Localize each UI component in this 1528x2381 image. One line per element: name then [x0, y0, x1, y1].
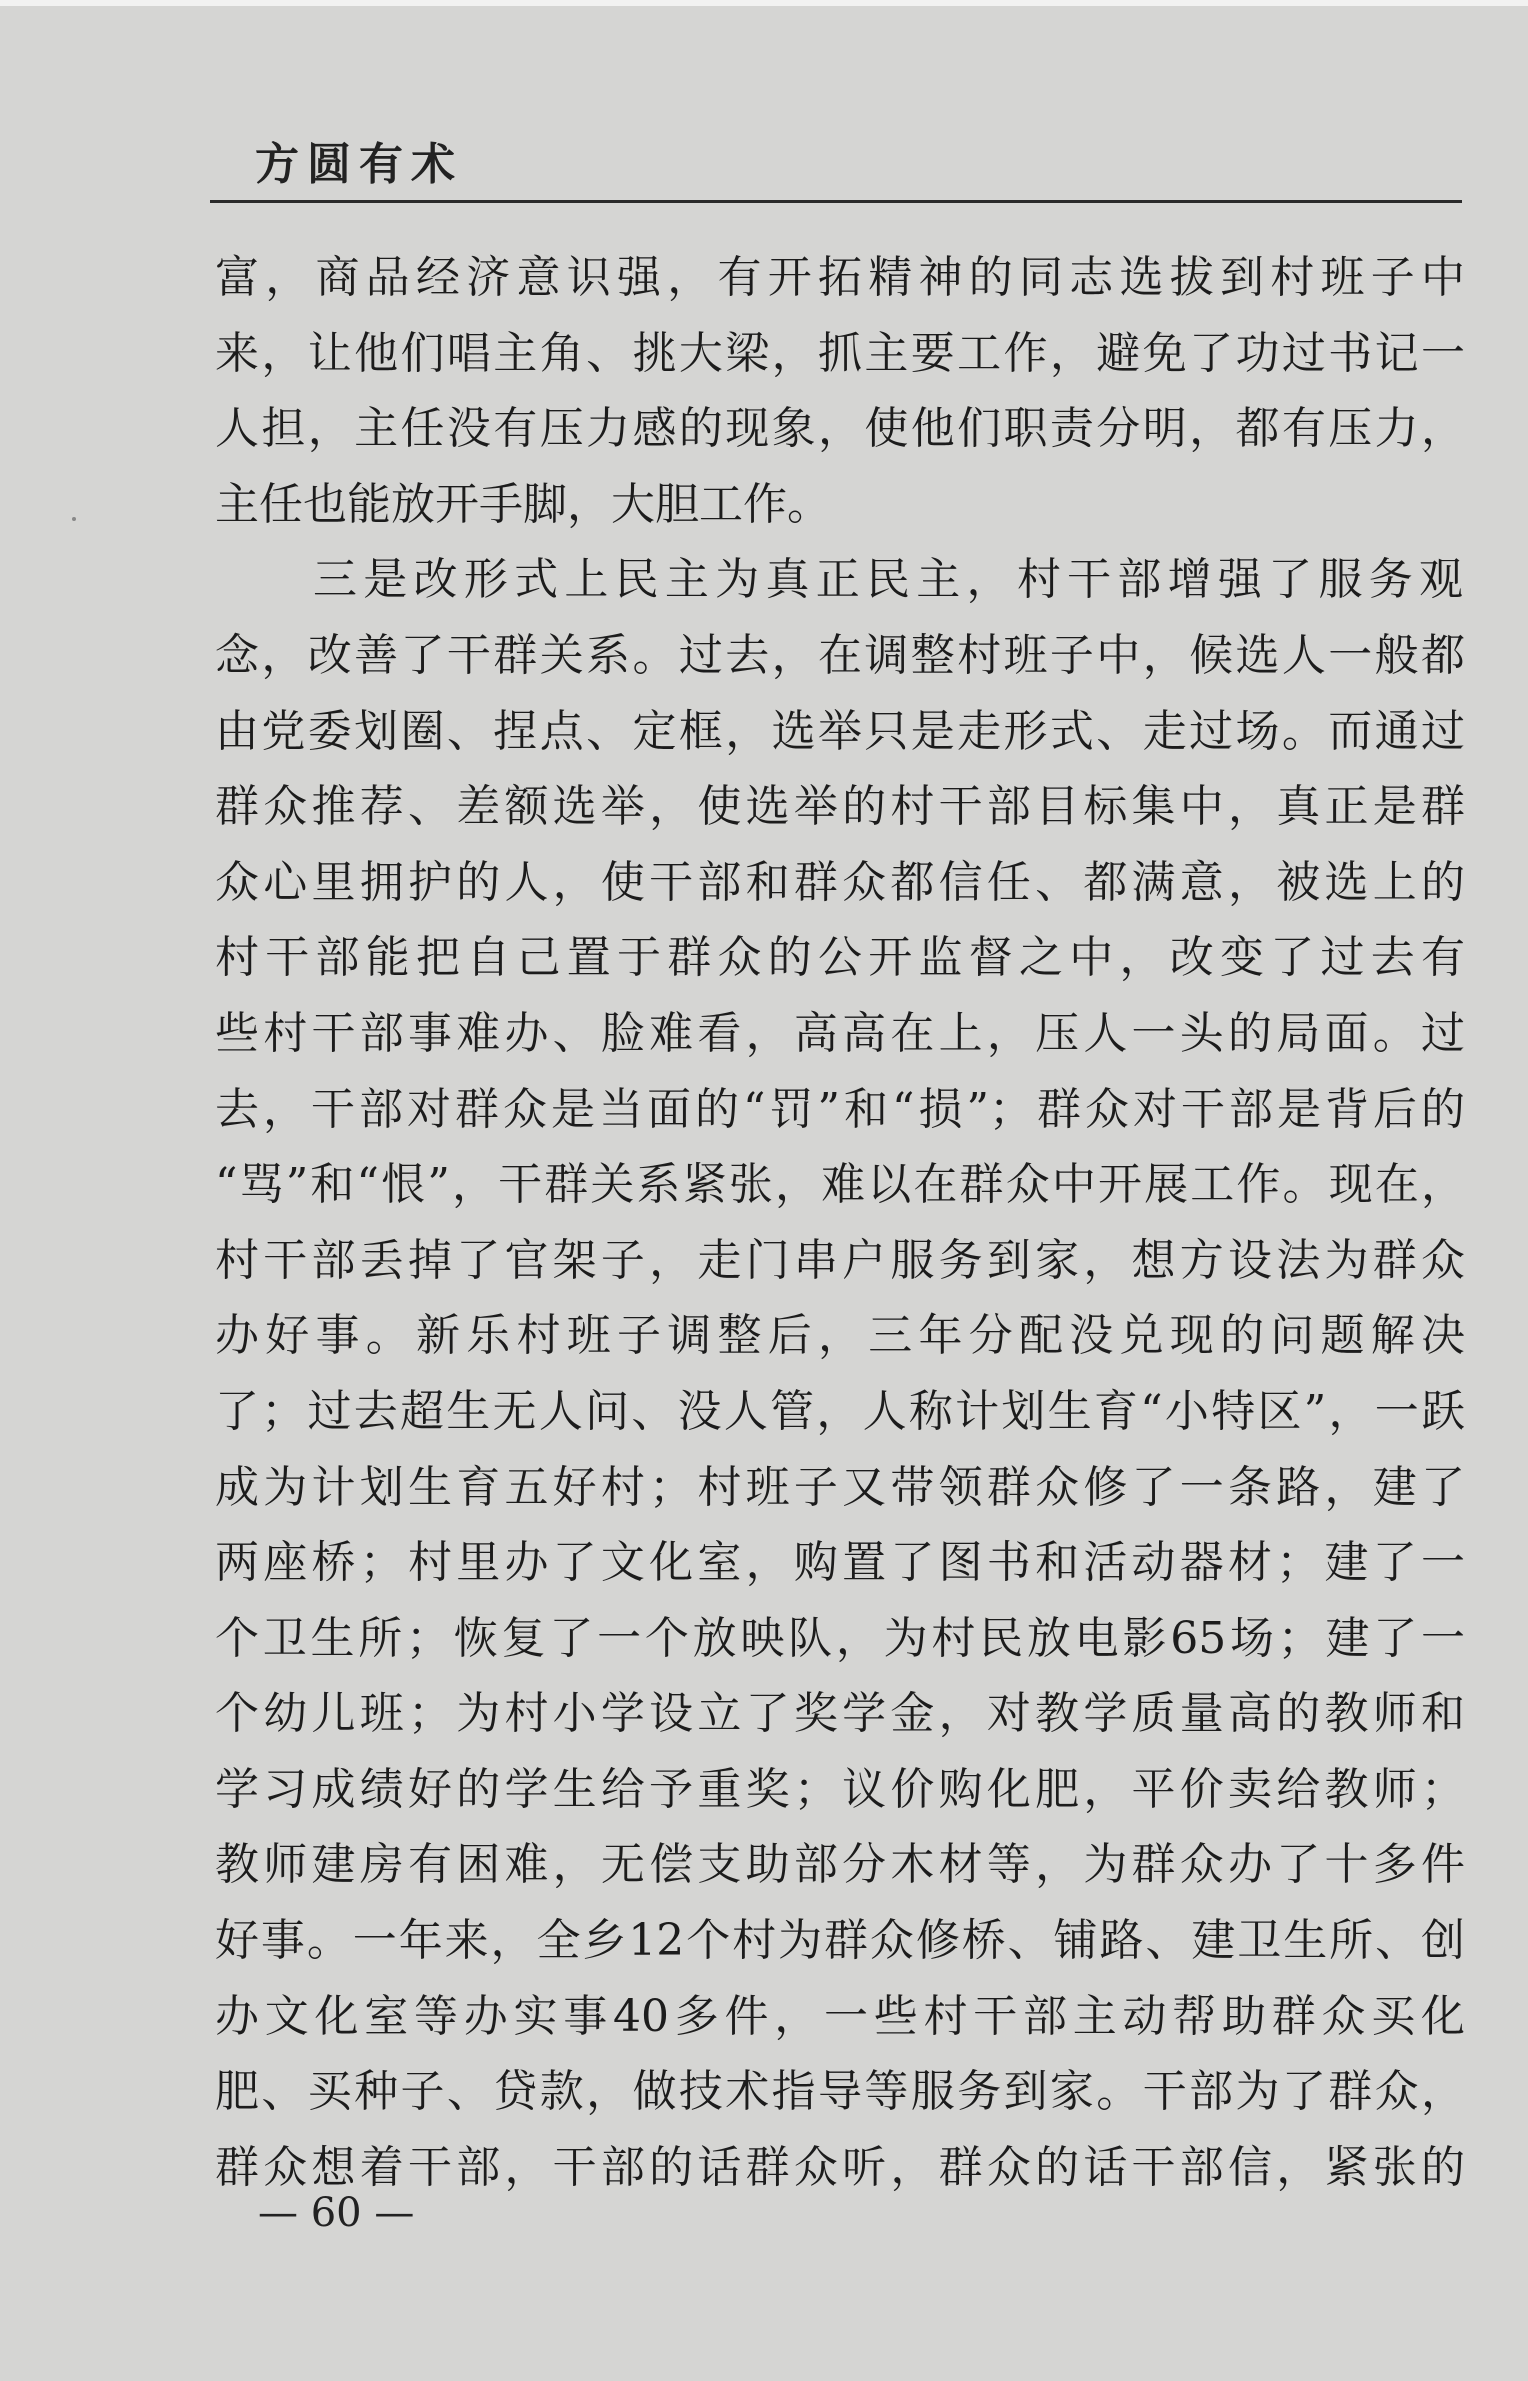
page-top-edge [0, 0, 1528, 6]
text-line: 主任也能放开手脚，大胆工作。 [215, 478, 831, 530]
body-text [215, 240, 1465, 2205]
text-line: 由党委划圈、捏点、定框，选举只是走形式、走过场。而通过 [215, 705, 1465, 757]
paragraph-lead-line: 三是改形式上民主为真正民主，村干部增强了服务观 [313, 554, 1465, 606]
page-number: — 60 — [258, 2190, 415, 2236]
text-line: 好事。一年来，全乡12个村为群众修桥、铺路、建卫生所、创 [215, 1915, 1465, 1967]
text-line: 群众推荐、差额选举，使选举的村干部目标集中，真正是群 [215, 781, 1465, 833]
header-rule [210, 200, 1462, 203]
text-line: 村干部能把自己置于群众的公开监督之中，改变了过去有 [215, 932, 1465, 984]
text-line: 学习成绩好的学生给予重奖；议价购化肥，平价卖给教师； [215, 1763, 1465, 1815]
text-line: 富，商品经济意识强，有开拓精神的同志选拔到村班子中 [215, 252, 1465, 303]
text-line: 人担，主任没有压力感的现象，使他们职责分明，都有压力， [215, 403, 1465, 455]
text-line: 两座桥；村里办了文化室，购置了图书和活动器材；建了一 [215, 1537, 1465, 1589]
text-line: 群众想着干部，干部的话群众听，群众的话干部信，紧张的 [215, 2141, 1465, 2193]
text-line: 些村干部事难办、脸难看，高高在上，压人一头的局面。过 [215, 1007, 1465, 1059]
text-line: 了；过去超生无人问、没人管，人称计划生育“小特区”，一跃 [215, 1385, 1465, 1437]
text-line: “骂”和“恨”，干群关系紧张，难以在群众中开展工作。现在， [215, 1159, 1465, 1211]
text-line: 众心里拥护的人，使干部和群众都信任、都满意，被选上的 [215, 856, 1465, 908]
running-header-title: 方圆有术 [255, 139, 463, 190]
text-line: 个幼儿班；为村小学设立了奖学金，对教学质量高的教师和 [215, 1688, 1465, 1740]
text-line: 肥、买种子、贷款，做技术指导等服务到家。干部为了群众， [215, 2066, 1465, 2118]
text-line: 去，干部对群众是当面的“罚”和“损”；群众对干部是背后的 [215, 1083, 1465, 1135]
text-line: 个卫生所；恢复了一个放映队，为村民放电影65场；建了一 [215, 1612, 1465, 1664]
paper-speck [72, 517, 76, 521]
text-line: 办好事。新乐村班子调整后，三年分配没兑现的问题解决 [215, 1310, 1465, 1362]
text-line: 成为计划生育五好村；村班子又带领群众修了一条路，建了 [215, 1461, 1465, 1513]
text-line: 来，让他们唱主角、挑大梁，抓主要工作，避免了功过书记一 [215, 327, 1465, 379]
text-line: 教师建房有困难，无偿支助部分木材等，为群众办了十多件 [215, 1839, 1465, 1891]
text-line: 办文化室等办实事40多件，一些村干部主动帮助群众买化 [215, 1990, 1465, 2042]
text-line: 村干部丢掉了官架子，走门串户服务到家，想方设法为群众 [215, 1234, 1465, 1286]
text-line: 念，改善了干群关系。过去，在调整村班子中，候选人一般都 [215, 629, 1465, 681]
